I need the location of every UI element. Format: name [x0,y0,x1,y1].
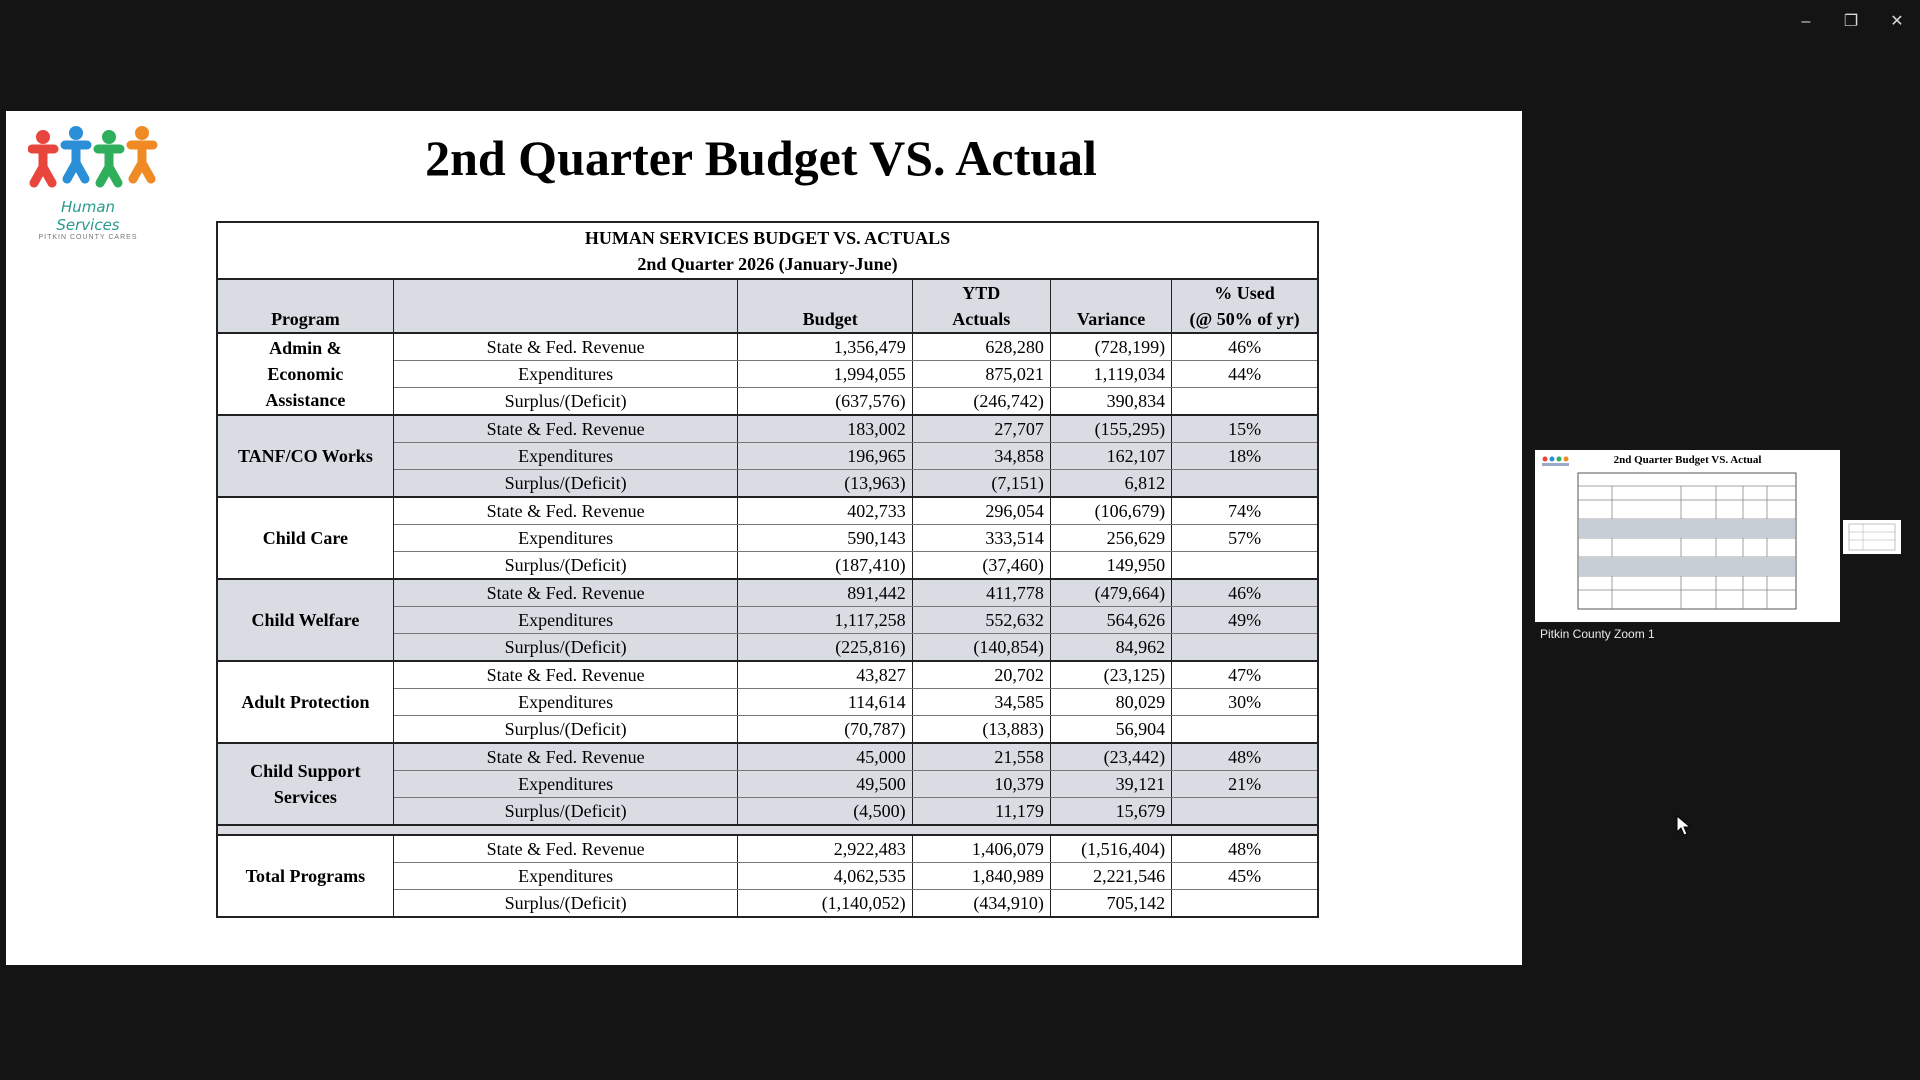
thumbnail-table-preview [1577,472,1797,612]
ytd-actual-value: (7,151) [912,470,1050,498]
ytd-actual-value: 11,179 [912,798,1050,826]
ytd-actual-value: 296,054 [912,497,1050,525]
ytd-actual-value: 20,702 [912,661,1050,689]
variance-value: 2,221,546 [1050,863,1171,890]
participant-video-thumbnail[interactable] [1535,450,1840,622]
table-row [217,579,1318,607]
secondary-table-preview [1843,520,1901,554]
program-name-line: Total Programs [245,866,366,886]
percent-used-value [1172,470,1318,498]
line-item-label: State & Fed. Revenue [393,835,738,863]
logo-subtext: PITKIN COUNTY CARES [38,234,138,241]
variance-value: (728,199) [1050,333,1171,361]
program-name [217,415,393,497]
variance-value: (479,664) [1050,579,1171,607]
ytd-actual-value: 27,707 [912,415,1050,443]
percent-used-value: 46% [1172,579,1318,607]
budget-value: 4,062,535 [738,863,912,890]
line-item-label: Expenditures [393,607,738,634]
budget-value: (187,410) [738,552,912,580]
percent-used-value: 47% [1172,661,1318,689]
program-name [217,579,393,661]
program-name-line: TANF/CO Works [237,446,373,466]
percent-used-value: 45% [1172,863,1318,890]
line-item-label: Expenditures [393,689,738,716]
line-item-label: Expenditures [393,863,738,890]
program-name-line: Child Care [262,528,348,548]
program-name-line: Services [273,787,337,807]
ytd-actual-value: 552,632 [912,607,1050,634]
budget-value: 114,614 [738,689,912,716]
percent-used-value: 57% [1172,525,1318,552]
budget-value: 1,117,258 [738,607,912,634]
ytd-actual-value: 34,585 [912,689,1050,716]
ytd-actual-value: (434,910) [912,890,1050,918]
budget-value: (637,576) [738,388,912,416]
ytd-actual-value: 34,858 [912,443,1050,470]
variance-value: (23,442) [1050,743,1171,771]
header-ytd-line2: Actuals [952,309,1011,329]
close-button[interactable]: ✕ [1890,13,1904,30]
secondary-video-thumbnail[interactable] [1843,520,1901,554]
program-name [217,743,393,825]
percent-used-value: 48% [1172,743,1318,771]
variance-value: 6,812 [1050,470,1171,498]
thumbnail-title: 2nd Quarter Budget VS. Actual [1613,454,1762,466]
percent-used-value: 21% [1172,771,1318,798]
variance-value: 564,626 [1050,607,1171,634]
percent-used-value: 49% [1172,607,1318,634]
header-budget: Budget [738,279,912,333]
table-row [217,497,1318,525]
table-row [217,835,1318,863]
table-row [217,743,1318,771]
program-name-line: Child Support [250,761,361,781]
line-item-label: State & Fed. Revenue [393,661,738,689]
variance-value: 15,679 [1050,798,1171,826]
table-row [217,661,1318,689]
budget-value: (225,816) [738,634,912,662]
percent-used-value [1172,890,1318,918]
variance-value: 705,142 [1050,890,1171,918]
variance-value: (106,679) [1050,497,1171,525]
percent-used-value [1172,634,1318,662]
ytd-actual-value: 21,558 [912,743,1050,771]
percent-used-value [1172,388,1318,416]
percent-used-value: 46% [1172,333,1318,361]
ytd-actual-value: 1,840,989 [912,863,1050,890]
line-item-label: Surplus/(Deficit) [393,552,738,580]
line-item-label: Surplus/(Deficit) [393,470,738,498]
budget-value: (1,140,052) [738,890,912,918]
percent-used-value: 48% [1172,835,1318,863]
budget-value: 590,143 [738,525,912,552]
program-name-line: Adult Protection [241,692,370,712]
line-item-label: Expenditures [393,771,738,798]
percent-used-value [1172,716,1318,744]
ytd-actual-value: (140,854) [912,634,1050,662]
ytd-actual-value: 1,406,079 [912,835,1050,863]
variance-value: (155,295) [1050,415,1171,443]
budget-value: (70,787) [738,716,912,744]
percent-used-value: 44% [1172,361,1318,388]
restore-button[interactable]: ❐ [1843,13,1859,30]
variance-value: 149,950 [1050,552,1171,580]
line-item-label: Surplus/(Deficit) [393,634,738,662]
mouse-cursor-icon [1676,815,1692,837]
program-name-line: Economic [267,364,344,384]
header-pct-line1: % Used [1214,283,1275,303]
budget-value: 45,000 [738,743,912,771]
table-row [217,333,1318,361]
program-name-line: Admin & [269,338,342,358]
table-title: HUMAN SERVICES BUDGET VS. ACTUALS [584,228,951,248]
budget-value: 891,442 [738,579,912,607]
header-pct-used [1172,279,1318,333]
header-ytd-line1: YTD [962,283,1001,303]
header-variance: Variance [1050,279,1171,333]
program-name-line: Assistance [265,390,346,410]
budget-table [216,221,1319,918]
header-line-item [393,279,738,333]
ytd-actual-value: 10,379 [912,771,1050,798]
header-program: Program [217,279,393,333]
ytd-actual-value: (246,742) [912,388,1050,416]
percent-used-value: 30% [1172,689,1318,716]
ytd-actual-value: (37,460) [912,552,1050,580]
line-item-label: Expenditures [393,361,738,388]
line-item-label: State & Fed. Revenue [393,333,738,361]
line-item-label: Expenditures [393,443,738,470]
line-item-label: Surplus/(Deficit) [393,388,738,416]
table-caption [217,222,1318,279]
percent-used-value: 18% [1172,443,1318,470]
variance-value: 39,121 [1050,771,1171,798]
table-separator-cell [217,825,1318,835]
line-item-label: State & Fed. Revenue [393,579,738,607]
percent-used-value: 74% [1172,497,1318,525]
program-name [217,497,393,579]
variance-value: 56,904 [1050,716,1171,744]
variance-value: 162,107 [1050,443,1171,470]
table-separator [217,825,1318,835]
budget-value: 1,356,479 [738,333,912,361]
budget-value: 2,922,483 [738,835,912,863]
budget-table-body [217,222,1318,917]
program-name [217,661,393,743]
header-pct-line2: (@ 50% of yr) [1189,309,1300,329]
variance-value: (23,125) [1050,661,1171,689]
variance-value: 256,629 [1050,525,1171,552]
percent-used-value: 15% [1172,415,1318,443]
ytd-actual-value: (13,883) [912,716,1050,744]
line-item-label: State & Fed. Revenue [393,743,738,771]
logo-text: Human Services [56,198,120,234]
budget-value: 196,965 [738,443,912,470]
budget-value: 183,002 [738,415,912,443]
budget-value: 402,733 [738,497,912,525]
line-item-label: State & Fed. Revenue [393,497,738,525]
variance-value: 80,029 [1050,689,1171,716]
header-ytd [912,279,1050,333]
line-item-label: Surplus/(Deficit) [393,798,738,826]
program-name [217,333,393,415]
ytd-actual-value: 628,280 [912,333,1050,361]
percent-used-value [1172,798,1318,826]
minimize-button[interactable]: – [1801,13,1811,30]
percent-used-value [1172,552,1318,580]
shared-slide [6,111,1522,965]
variance-value: (1,516,404) [1050,835,1171,863]
ytd-actual-value: 875,021 [912,361,1050,388]
budget-value: 1,994,055 [738,361,912,388]
line-item-label: Surplus/(Deficit) [393,716,738,744]
budget-value: (13,963) [738,470,912,498]
program-name-line: Child Welfare [251,610,360,630]
human-services-logo [28,123,178,241]
program-name [217,835,393,917]
table-header-row [217,279,1318,333]
table-subtitle: 2nd Quarter 2026 (January-June) [637,254,898,274]
budget-value: (4,500) [738,798,912,826]
participant-name-label: Pitkin County Zoom 1 [1540,627,1655,641]
table-row [217,415,1318,443]
slide-title: 2nd Quarter Budget VS. Actual [425,130,1097,186]
variance-value: 390,834 [1050,388,1171,416]
variance-value: 1,119,034 [1050,361,1171,388]
line-item-label: Surplus/(Deficit) [393,890,738,918]
budget-value: 43,827 [738,661,912,689]
variance-value: 84,962 [1050,634,1171,662]
line-item-label: Expenditures [393,525,738,552]
ytd-actual-value: 411,778 [912,579,1050,607]
budget-value: 49,500 [738,771,912,798]
line-item-label: State & Fed. Revenue [393,415,738,443]
ytd-actual-value: 333,514 [912,525,1050,552]
